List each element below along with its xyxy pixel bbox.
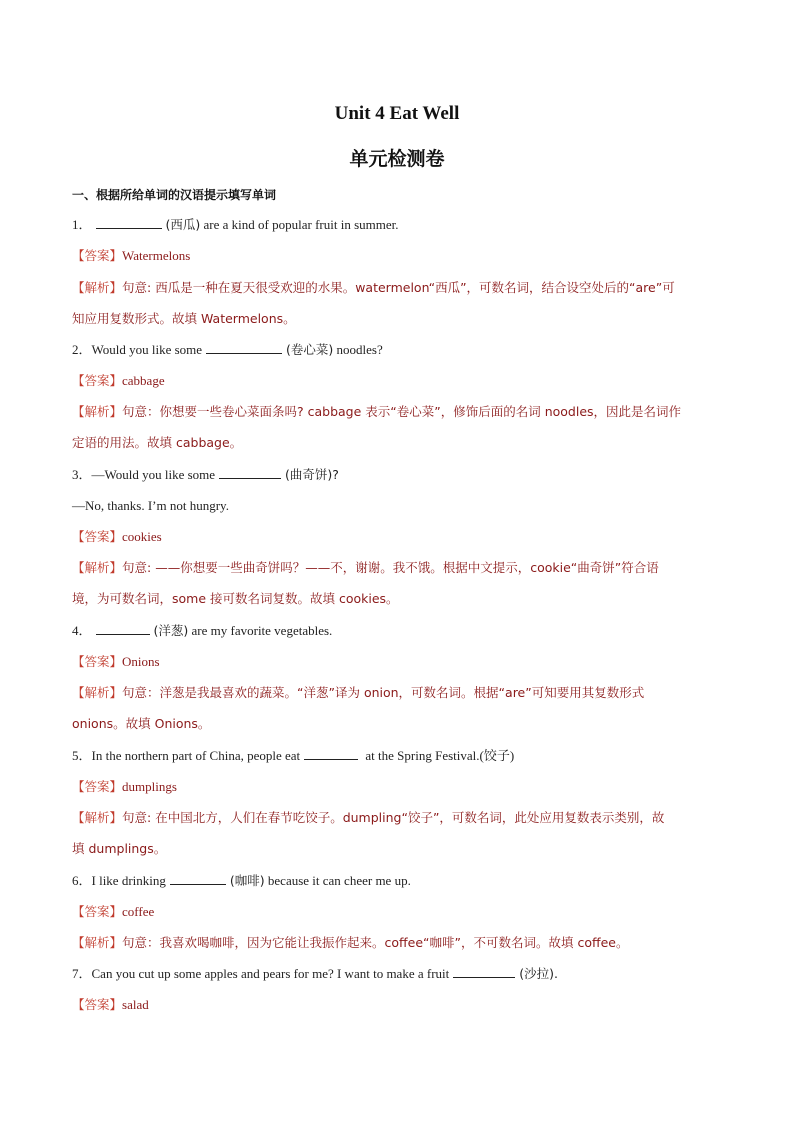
question-3: 3．—Would you like some (曲奇饼)? bbox=[72, 467, 339, 482]
question-6: 6．I like drinking (咖啡) because it can cheer me up. bbox=[72, 873, 411, 888]
section-heading: 一、根据所给单词的汉语提示填写单词 bbox=[72, 188, 277, 202]
answer-blank bbox=[170, 872, 226, 885]
document-title: Unit 4 Eat Well bbox=[334, 103, 460, 124]
question-5: 5．In the northern part of China, people eat at the Spring Festival.(饺子) bbox=[72, 748, 515, 763]
analysis-1-line-2: 知应用复数形式。故填 Watermelons。 bbox=[72, 311, 296, 326]
analysis-4-line-1: 【解析】句意：洋葱是我最喜欢的蔬菜。“洋葱”译为 onion，可数名词。根据“are”可知要用其复数形式 bbox=[72, 685, 645, 700]
answer-blank bbox=[219, 466, 281, 479]
analysis-1-line-1: 【解析】句意: 西瓜是一种在夏天很受欢迎的水果。watermelon“西瓜”，可数名词，结合设空处后的“are”可 bbox=[72, 280, 675, 295]
analysis-2-line-2: 定语的用法。故填 cabbage。 bbox=[72, 435, 243, 450]
analysis-2-line-1: 【解析】句意：你想要一些卷心菜面条吗? cabbage 表示“卷心菜”，修饰后面的名词 noodles，因此是名词作 bbox=[72, 404, 682, 419]
analysis-3-line-1: 【解析】句意: ——你想要一些曲奇饼吗？——不，谢谢。我不饿。根据中文提示，cookie“曲奇饼”符合语 bbox=[72, 560, 659, 575]
analysis-4-line-2: onions。故填 Onions。 bbox=[72, 716, 211, 731]
question-7: 7．Can you cut up some apples and pears for me? I want to make a fruit (沙拉). bbox=[72, 966, 558, 981]
document-subtitle: 单元检测卷 bbox=[349, 148, 445, 170]
analysis-5-line-1: 【解析】句意: 在中国北方，人们在春节吃饺子。dumpling“饺子”，可数名词，此处应用复数表示类别，故 bbox=[72, 810, 665, 825]
answer-4: 【答案】Onions bbox=[72, 654, 160, 669]
analysis-5-line-2: 填 dumplings。 bbox=[72, 841, 167, 856]
question-1: 1． (西瓜) are a kind of popular fruit in summer. bbox=[72, 217, 399, 232]
analysis-3-line-2: 境，为可数名词，some 接可数名词复数。故填 cookies。 bbox=[72, 591, 399, 606]
analysis-6-line-1: 【解析】句意：我喜欢喝咖啡，因为它能让我振作起来。coffee“咖啡”，不可数名词。故填 coffee。 bbox=[72, 935, 629, 950]
answer-blank bbox=[206, 341, 282, 354]
answer-6: 【答案】coffee bbox=[72, 904, 155, 919]
question-3-response: —No, thanks. I’m not hungry. bbox=[72, 498, 229, 513]
answer-5: 【答案】dumplings bbox=[72, 779, 177, 794]
answer-2: 【答案】cabbage bbox=[72, 373, 165, 388]
question-4: 4． (洋葱) are my favorite vegetables. bbox=[72, 623, 333, 638]
answer-blank bbox=[304, 747, 358, 760]
answer-blank bbox=[96, 622, 150, 635]
answer-1: 【答案】Watermelons bbox=[72, 248, 191, 263]
answer-3: 【答案】cookies bbox=[72, 529, 162, 544]
question-2: 2．Would you like some (卷心菜) noodles? bbox=[72, 342, 383, 357]
answer-blank bbox=[453, 965, 515, 978]
answer-7: 【答案】salad bbox=[72, 997, 149, 1012]
answer-blank bbox=[96, 216, 162, 229]
